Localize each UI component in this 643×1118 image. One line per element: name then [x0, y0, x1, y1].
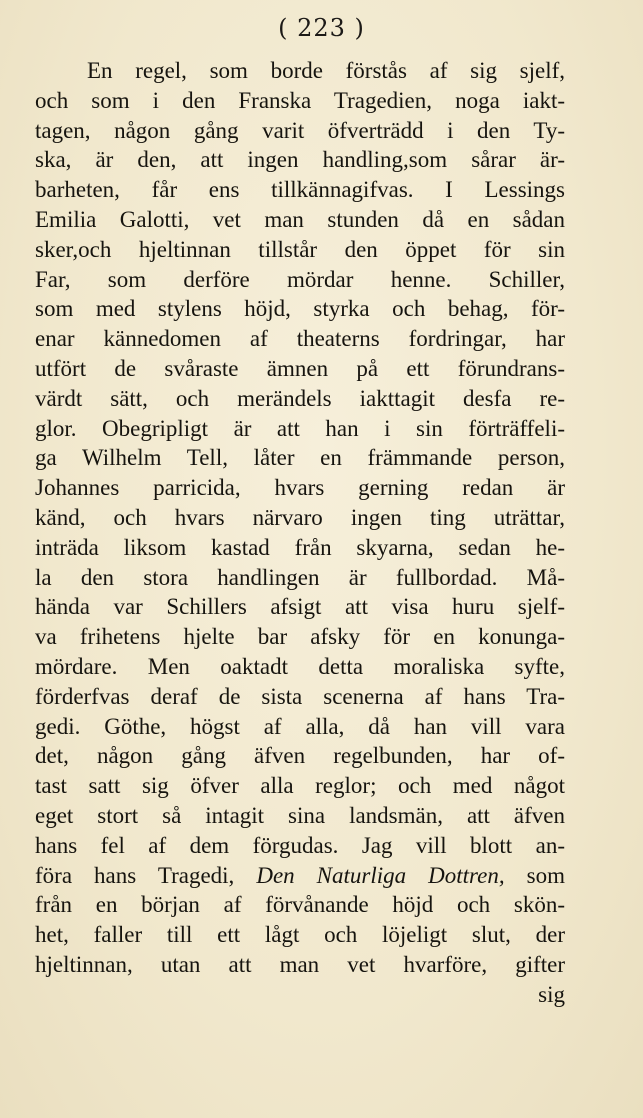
line-text-after: som — [526, 862, 565, 888]
text-line: gedi. Göthe, högst af alla, då han vill vara — [35, 713, 565, 739]
text-line-with-title — [35, 861, 565, 891]
text-line: som med stylens höjd, styrka och behag, för- — [35, 296, 565, 322]
text-line: värdt sätt, och merändels iakttagit desfa re- — [35, 385, 565, 411]
text-line: ga Wilhelm Tell, låter en främmande person, — [35, 445, 565, 471]
text-line: inträda liksom kastad från skyarna, sedan he- — [35, 534, 565, 560]
text-line: eget stort så intagit sina landsmän, att äfven — [35, 802, 565, 828]
text-line: från en början af förvånande höjd och skön- — [35, 892, 565, 918]
text-line: tagen, någon gång varit öfverträdd i den Ty- — [35, 117, 565, 143]
catchword: sig — [538, 981, 565, 1007]
work-title: Den Naturliga Dottren, — [256, 862, 505, 888]
text-line: hjeltinnan, utan att man vet hvarföre, gifter — [35, 951, 565, 977]
text-line: enar kännedomen af theaterns fordringar, har — [35, 326, 565, 352]
text-line: het, faller till ett lågt och löjeligt slut, der — [35, 922, 565, 948]
text-line: la den stora handlingen är fullbordad. Må- — [35, 564, 565, 590]
text-line: hans fel af dem förgudas. Jag vill blott an- — [35, 832, 565, 858]
text-line: barheten, får ens tillkännagifvas. I Lessings — [35, 177, 565, 203]
body-text — [35, 56, 565, 1010]
text-line: Emilia Galotti, vet man stunden då en sådan — [35, 206, 565, 232]
text-line: tast satt sig öfver alla reglor; och med något — [35, 773, 565, 799]
page-number: ( 223 ) — [278, 14, 365, 42]
text-line: En regel, som borde förstås af sig sjelf, — [87, 58, 565, 83]
text-line: ska, är den, att ingen handling,som sårar är- — [35, 147, 565, 173]
line-text-before: föra hans Tragedi, — [35, 862, 235, 888]
text-line: utfört de svåraste ämnen på ett förundrans- — [35, 355, 565, 381]
text-line: Far, som derföre mördar henne. Schiller, — [35, 266, 565, 292]
text-line: sker,och hjeltinnan tillstår den öppet för sin — [35, 236, 565, 262]
text-line: glor. Obegripligt är att han i sin förträffeli- — [35, 415, 565, 441]
text-line: förderfvas deraf de sista scenerna af hans Tra- — [35, 683, 565, 709]
text-line: Johannes parricida, hvars gerning redan är — [35, 475, 565, 501]
text-line: känd, och hvars närvaro ingen ting uträttar, — [35, 504, 565, 530]
text-line: det, någon gång äfven regelbunden, har of- — [35, 743, 565, 769]
text-line: och som i den Franska Tragedien, noga iakt- — [35, 87, 565, 113]
text-line: hända var Schillers afsigt att visa huru sjelf- — [35, 594, 565, 620]
text-line: va frihetens hjelte bar afsky för en konunga- — [35, 624, 565, 650]
text-line: mördare. Men oaktadt detta moraliska syfte, — [35, 653, 565, 679]
